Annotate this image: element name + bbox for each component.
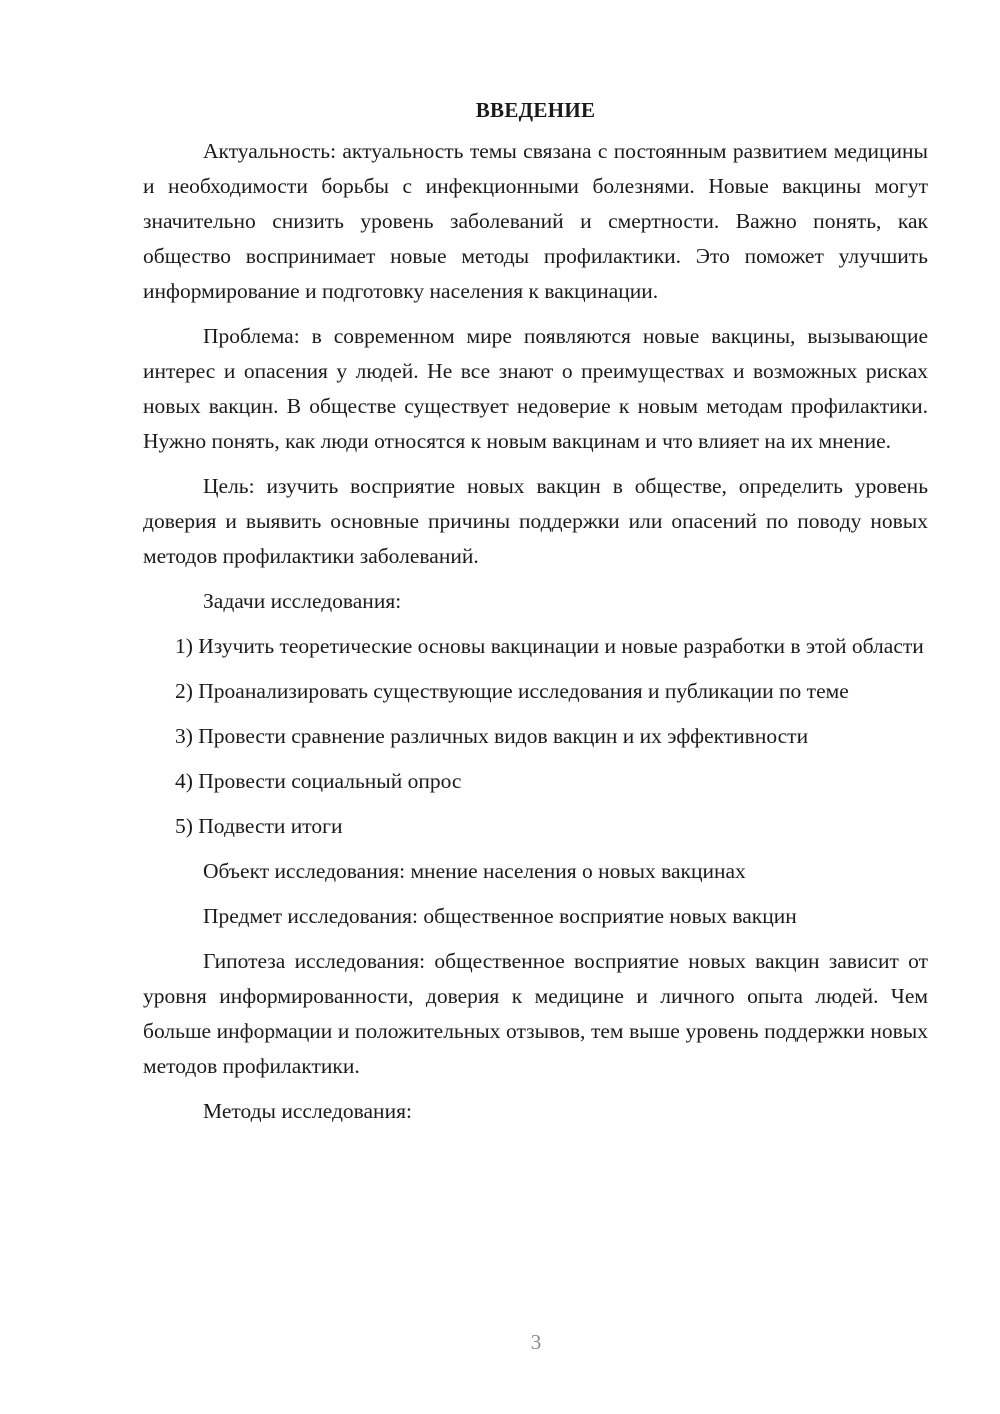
list-item: 5) Подвести итоги [175, 814, 343, 838]
page-number: 3 [530, 1330, 542, 1354]
page-title: ВВЕДЕНИЕ [475, 98, 596, 122]
list-item: 1) Изучить теоретические основы вакцинации и новые разработки в этой области [175, 634, 924, 658]
paragraph-object: Объект исследования: мнение населения о новых вакцинах [203, 859, 746, 883]
tasks-heading: Задачи исследования: [203, 589, 402, 613]
paragraph-hypothesis: Гипотеза исследования: общественное восприятие новых вакцин зависит от уровня информированности, доверия к медицине и личного опыта людей. Чем больше информации и положительных отзывов, тем выше уровень поддержки новых методов профилактики. [143, 949, 928, 1078]
document-page [143, 88, 928, 1139]
paragraph-relevance: Актуальность: актуальность темы связана с постоянным развитием медицины и необходимости борьбы с инфекционными болезнями. Новые вакцины могут значительно снизить уровень заболеваний и смертности. Важно понять, как общество воспринимает новые методы профилактики. Это поможет улучшить информирование и подготовку населения к вакцинации. [143, 139, 928, 303]
paragraph-goal: Цель: изучить восприятие новых вакцин в обществе, определить уровень доверия и выявить основные причины поддержки или опасений по поводу новых методов профилактики заболеваний. [143, 474, 928, 568]
paragraph-subject: Предмет исследования: общественное восприятие новых вакцин [203, 904, 797, 928]
methods-heading: Методы исследования: [203, 1099, 412, 1123]
list-item: 4) Провести социальный опрос [175, 769, 462, 793]
tasks-list [143, 629, 928, 844]
paragraph-problem: Проблема: в современном мире появляются новые вакцины, вызывающие интерес и опасения у людей. Не все знают о преимуществах и возможных рисках новых вакцин. В обществе существует недоверие к новым методам профилактики. Нужно понять, как люди относятся к новым вакцинам и что влияет на их мнение. [143, 324, 928, 453]
list-item: 3) Провести сравнение различных видов вакцин и их эффективности [175, 724, 809, 748]
list-item: 2) Проанализировать существующие исследования и публикации по теме [175, 679, 849, 703]
